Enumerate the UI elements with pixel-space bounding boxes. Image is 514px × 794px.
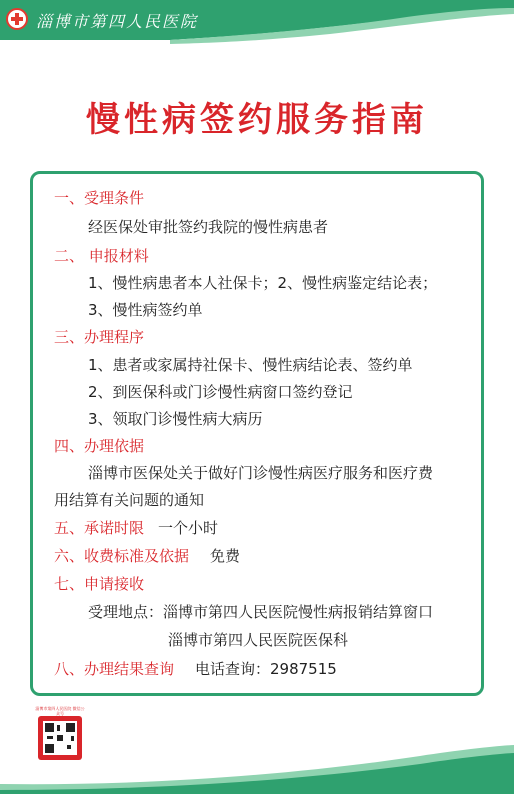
section-line: 淄博市医保处关于做好门诊慢性病医疗服务和医疗费 <box>88 464 434 482</box>
section-heading-procedure: 三、办理程序 <box>54 328 145 346</box>
section-heading-basis: 四、办理依据 <box>54 437 145 455</box>
section-heading-materials: 二、 申报材料 <box>54 247 149 265</box>
section-line: 经医保处审批签约我院的慢性病患者 <box>88 218 329 236</box>
section-heading-result-query: 八、办理结果查询 <box>54 660 175 678</box>
section-line: 3、领取门诊慢性病大病历 <box>88 410 263 428</box>
qr-code-icon <box>38 716 82 760</box>
section-line: 用结算有关问题的通知 <box>54 491 205 509</box>
section-line: 淄博市第四人民医院医保科 <box>168 631 349 649</box>
section-heading-time-limit: 五、承诺时限 <box>54 519 145 537</box>
section-line: 1、慢性病患者本人社保卡；2、慢性病鉴定结论表； <box>88 274 438 292</box>
qr-caption: 淄博市第四人民医院 微信公众号 <box>35 706 85 716</box>
red-cross-icon <box>6 8 28 30</box>
section-heading-application: 七、申请接收 <box>54 575 145 593</box>
section-line: 受理地点：淄博市第四人民医院慢性病报销结算窗口 <box>88 603 434 621</box>
page-title: 慢性病签约服务指南 <box>86 100 428 140</box>
qr-code-block <box>34 706 86 766</box>
section-value: 电话查询：2987515 <box>195 660 337 678</box>
section-line: 1、患者或家属持社保卡、慢性病结论表、签约单 <box>88 356 413 374</box>
section-heading-acceptance: 一、受理条件 <box>54 189 145 207</box>
hospital-name: 淄博市第四人民医院 <box>36 12 199 31</box>
section-value: 一个小时 <box>158 519 219 537</box>
section-line: 2、到医保科或门诊慢性病窗口签约登记 <box>88 383 353 401</box>
section-line: 3、慢性病签约单 <box>88 301 203 319</box>
section-heading-fees: 六、收费标准及依据 <box>54 547 190 565</box>
section-value: 免费 <box>210 547 241 565</box>
